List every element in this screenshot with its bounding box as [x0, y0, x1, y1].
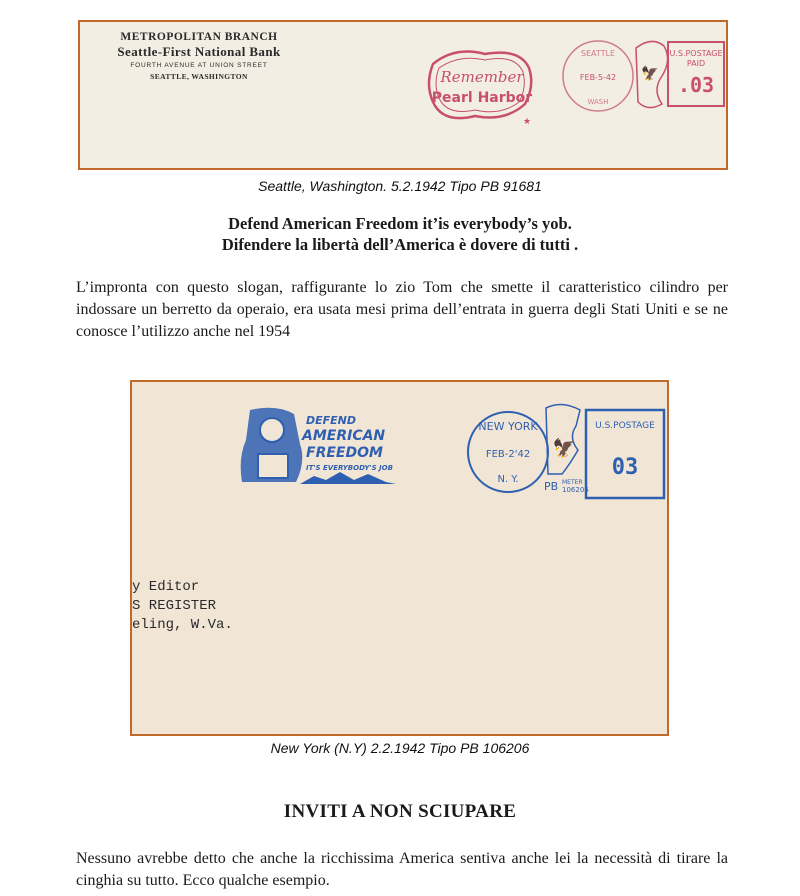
- address-line-3: eling, W.Va.: [132, 617, 233, 633]
- meter-pb: PB: [544, 480, 559, 493]
- meter-value: .03: [677, 73, 715, 97]
- meter-postage-label: U.S.POSTAGE: [595, 421, 655, 431]
- postmark-city: SEATTLE: [580, 49, 616, 58]
- slogan-pearl-harbor: Pearl Harbor: [431, 90, 533, 106]
- seattle-meter-stamp: [632, 32, 728, 118]
- postmark-state: WASH: [587, 98, 609, 106]
- pearl-harbor-slogan-cachet: [425, 44, 537, 128]
- cachet-defend: DEFEND: [306, 414, 357, 427]
- postmark-state: N. Y.: [497, 474, 519, 485]
- sender-branch: METROPOLITAN BRANCH: [120, 31, 278, 43]
- slogan-italian: Difendere la libertà dell’America è dovere di tutti .: [221, 235, 579, 254]
- sender-street: FOURTH AVENUE AT UNION STREET: [130, 62, 268, 69]
- paragraph-uncle-sam: L’impronta con questo slogan, raffigurante lo zio Tom che smette il caratteristico cilindro per indossare un berretto da operaio, era usata mesi prima dell’entrata in guerra degli Stati Uniti e se ne conosce l’utilizzo anche nel 1954: [76, 279, 728, 340]
- eagle-icon: 🦅: [552, 438, 576, 458]
- cachet-american: AMERICAN: [302, 428, 386, 444]
- meter-postage-label: U.S.POSTAGE: [669, 49, 723, 58]
- new-york-postmark: [462, 406, 554, 498]
- slogan-remember: Remember: [440, 68, 524, 86]
- postmark-date: FEB-2'42: [485, 449, 531, 460]
- postmark-date: FEB-5-42: [579, 73, 617, 82]
- new-york-envelope-image: [130, 380, 669, 736]
- address-line-2: S REGISTER: [132, 598, 217, 614]
- bank-corner-card: [94, 31, 304, 81]
- meter-value: 03: [611, 455, 639, 480]
- meter-paid-label: PAID: [686, 59, 706, 68]
- caption-new-york: New York (N.Y) 2.2.1942 Tipo PB 106206: [270, 740, 530, 756]
- seattle-postmark: [558, 36, 638, 116]
- meter-number: 106206: [562, 486, 589, 494]
- new-york-meter-stamp: [542, 402, 668, 506]
- paragraph-intro: Nessuno avrebbe detto che anche la ricchissima America sentiva anche lei la necessità di tirare la cinghia su tutto. Ecco qualche esempio.: [76, 850, 728, 889]
- slogan-english: Defend American Freedom it’is everybody’s yob.: [228, 214, 572, 233]
- eagle-icon: 🦅: [641, 67, 659, 82]
- sender-bank-name: Seattle-First National Bank: [117, 44, 281, 59]
- meter-label: METER: [562, 479, 583, 486]
- seattle-envelope-image: [78, 20, 728, 170]
- typed-address: [132, 578, 233, 635]
- cachet-everybodys-job: IT'S EVERYBODY'S JOB: [306, 464, 393, 472]
- defend-american-freedom-cachet: [236, 404, 401, 486]
- sender-city: SEATTLE, WASHINGTON: [150, 72, 248, 81]
- caption-seattle: Seattle, Washington. 5.2.1942 Tipo PB 91681: [258, 178, 542, 194]
- postmark-city: NEW YORK: [478, 420, 538, 433]
- cachet-freedom: FREEDOM: [306, 445, 383, 461]
- section-heading: INVITI A NON SCIUPARE: [283, 801, 517, 822]
- star-icon: ★: [523, 116, 532, 126]
- address-line-1: y Editor: [132, 579, 200, 595]
